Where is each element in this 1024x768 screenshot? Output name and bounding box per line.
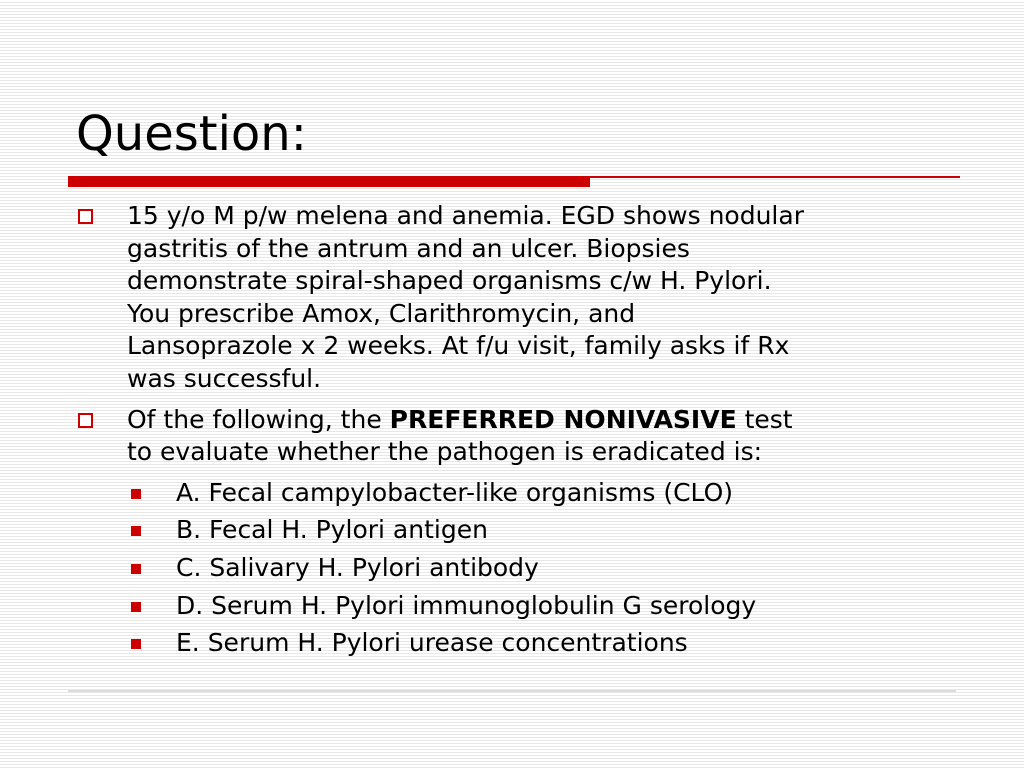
answer-option-c xyxy=(76,552,966,585)
answer-option-text: D. Serum H. Pylori immunoglobulin G serology xyxy=(176,590,757,620)
filled-square-bullet-icon xyxy=(131,526,141,536)
filled-square-bullet-icon xyxy=(131,639,141,649)
footer-divider xyxy=(68,690,956,692)
question-text-before: Of the following, the xyxy=(127,404,390,434)
answer-option-text: A. Fecal campylobacter-like organisms (CLO) xyxy=(176,477,733,507)
answer-option-text: B. Fecal H. Pylori antigen xyxy=(176,515,488,545)
filled-square-bullet-icon xyxy=(131,602,141,612)
question-emphasis: PREFERRED NONIVASIVE xyxy=(389,404,737,434)
title-underline-thick xyxy=(68,176,590,187)
question-text-after: test xyxy=(736,404,793,434)
bullet-line: Lansoprazole x 2 weeks. At f/u visit, family asks if Rx xyxy=(127,331,790,361)
bullet-line: was successful. xyxy=(127,363,322,393)
bullet-line: gastritis of the antrum and an ulcer. Biopsies xyxy=(127,233,690,263)
hollow-square-bullet-icon xyxy=(78,209,93,224)
filled-square-bullet-icon xyxy=(131,564,141,574)
bullet-question xyxy=(76,404,966,469)
bullet-case-description xyxy=(76,200,966,396)
bullet-line: You prescribe Amox, Clarithromycin, and xyxy=(127,298,636,328)
filled-square-bullet-icon xyxy=(131,489,141,499)
answer-option-text: C. Salivary H. Pylori antibody xyxy=(176,552,539,582)
bullet-line: 15 y/o M p/w melena and anemia. EGD shows nodular xyxy=(127,201,804,230)
bullet-line: demonstrate spiral-shaped organisms c/w H. Pylori. xyxy=(127,266,772,296)
slide-title: Question: xyxy=(76,106,307,162)
hollow-square-bullet-icon xyxy=(78,413,93,428)
answer-option-b xyxy=(76,514,966,547)
bullet-line xyxy=(127,404,966,437)
answer-option-a xyxy=(76,477,966,510)
bullet-line: to evaluate whether the pathogen is eradicated is: xyxy=(127,437,763,467)
answer-option-text: E. Serum H. Pylori urease concentrations xyxy=(176,628,688,658)
slide-body xyxy=(76,200,966,665)
answer-option-d xyxy=(76,590,966,623)
title-underline-thin xyxy=(590,176,960,178)
answer-option-e xyxy=(76,627,966,660)
